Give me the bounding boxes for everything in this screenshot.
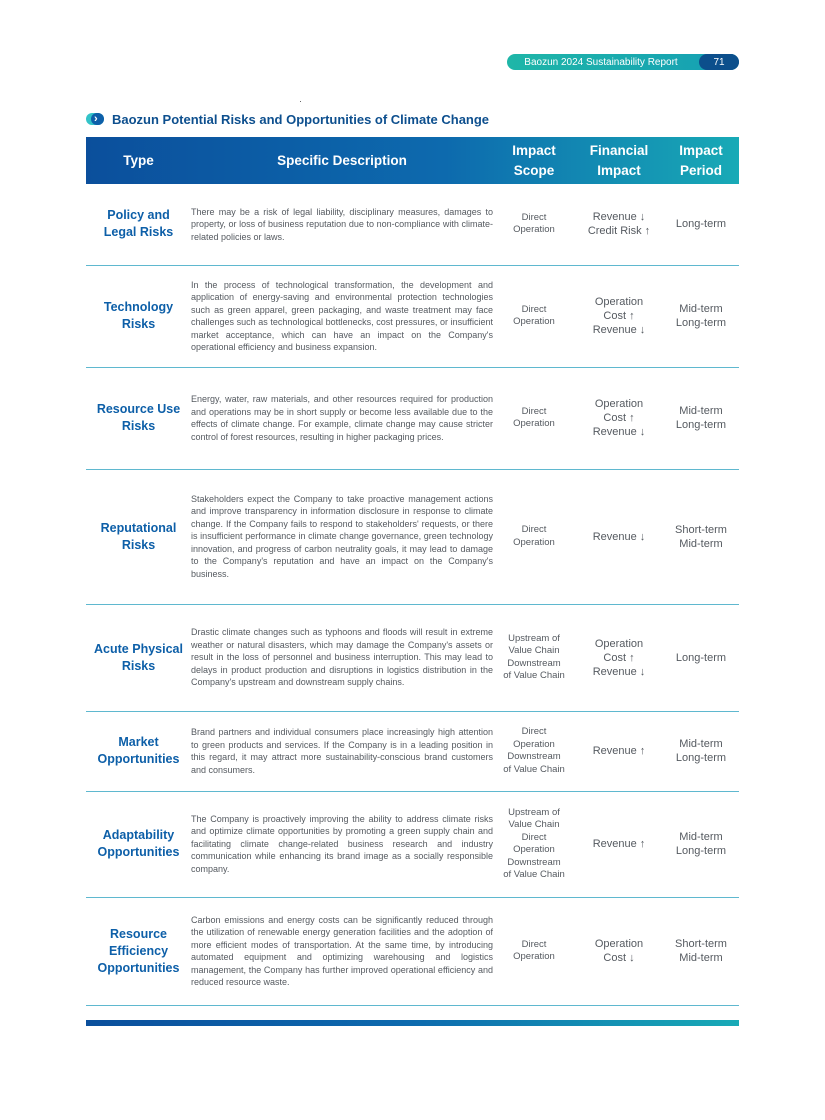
row-description: In the process of technological transformation, the development and application of energy-saving and environmental protection technologies such as green apparel, green packaging, and waste treatment may face challenges such as technological bottlenecks, cost pressures, or insufficient market acceptance, which can have an impact on the Company's operational efficiency and business expansion. xyxy=(191,265,493,367)
row-financial-impact: Operation Cost ↑ Revenue ↓ xyxy=(575,367,663,469)
row-financial-impact: Operation Cost ↓ xyxy=(575,897,663,1005)
header-description: Specific Description xyxy=(277,152,407,168)
row-impact-scope: Direct Operation xyxy=(493,469,575,604)
row-impact-scope: Direct Operation xyxy=(493,184,575,265)
row-type: Policy and Legal Risks xyxy=(86,184,191,265)
row-impact-scope: Direct Operation xyxy=(493,897,575,1005)
table-row xyxy=(86,265,739,367)
row-financial-impact: Revenue ↑ xyxy=(575,791,663,897)
row-financial-impact: Revenue ↓ xyxy=(575,469,663,604)
row-impact-period: Mid-term Long-term xyxy=(663,265,739,367)
section-title xyxy=(86,110,489,128)
header-impact-scope: Impact Scope xyxy=(512,142,556,178)
climate-risk-table xyxy=(86,137,739,1006)
row-impact-scope: Direct Operation xyxy=(493,265,575,367)
table-row xyxy=(86,711,739,791)
row-impact-period: Mid-term Long-term xyxy=(663,367,739,469)
row-description: There may be a risk of legal liability, disciplinary measures, damages to property, or loss of business reputation due to non-compliance with climate-related policies or laws. xyxy=(191,184,493,265)
page-number: 71 xyxy=(699,54,739,70)
row-impact-period: Short-term Mid-term xyxy=(663,897,739,1005)
table-row xyxy=(86,367,739,469)
row-type: Reputational Risks xyxy=(86,469,191,604)
row-impact-scope: Upstream of Value Chain Direct Operation Downstream of Value Chain xyxy=(493,791,575,897)
row-type: Resource Use Risks xyxy=(86,367,191,469)
footer-gradient-bar xyxy=(86,1020,739,1026)
row-financial-impact: Revenue ↓ Credit Risk ↑ xyxy=(575,184,663,265)
row-type: Resource Efficiency Opportunities xyxy=(86,897,191,1005)
row-financial-impact: Operation Cost ↑ Revenue ↓ xyxy=(575,604,663,711)
row-impact-scope: Upstream of Value Chain Downstream of Value Chain xyxy=(493,604,575,711)
table-header-row xyxy=(86,137,739,184)
row-financial-impact: Revenue ↑ xyxy=(575,711,663,791)
table-row xyxy=(86,184,739,265)
row-description: Stakeholders expect the Company to take proactive management actions and improve transparency in information disclosure in response to climate change. If the Company fails to respond to stakeholders' requests, or there is insufficient performance in climate change governance, green technology innovation, and progress of carbon neutrality goals, it may lead to damage to the Company's reputation and have an impact on the Company's business. xyxy=(191,469,493,604)
row-impact-scope: Direct Operation xyxy=(493,367,575,469)
row-description: The Company is proactively improving the ability to address climate risks and optimize climate opportunities by promoting a green supply chain and facilitating climate change-related business research and industry communication while enhancing its brand image as a socially responsible company. xyxy=(191,791,493,897)
row-description: Brand partners and individual consumers place increasingly high attention to green products and services. If the Company is in a leading position in this regard, it may attract more sustainability-conscious brand customers and consumers. xyxy=(191,711,493,791)
section-title-text: Baozun Potential Risks and Opportunities of Climate Change xyxy=(112,111,490,127)
table-row xyxy=(86,897,739,1005)
decorative-dot xyxy=(300,101,301,102)
report-header-pill xyxy=(507,54,739,70)
row-type: Market Opportunities xyxy=(86,711,191,791)
table-row xyxy=(86,791,739,897)
row-impact-period: Long-term xyxy=(663,184,739,265)
header-financial-impact: Financial Impact xyxy=(589,142,649,178)
report-title: Baozun 2024 Sustainability Report xyxy=(524,56,678,68)
header-impact-period: Impact Period xyxy=(679,142,723,178)
row-impact-scope: Direct Operation Downstream of Value Chain xyxy=(493,711,575,791)
row-impact-period: Mid-term Long-term xyxy=(663,711,739,791)
table-row xyxy=(86,604,739,711)
chevron-right-icon: › xyxy=(86,113,104,125)
row-impact-period: Short-term Mid-term xyxy=(663,469,739,604)
row-description: Energy, water, raw materials, and other resources required for production and operations may be in short supply or become less available due to the effects of climate change. For example, climate change may cause stricter control of forest resources, resulting in higher packaging prices. xyxy=(191,367,493,469)
row-impact-period: Long-term xyxy=(663,604,739,711)
row-description: Drastic climate changes such as typhoons and floods will result in extreme weather or natural disasters, which may damage the Company's assets or result in the loss of personnel and business interruption. This may lead to delays in product production and disruptions in logistics distribution in the Company's upstream and downstream supply chains. xyxy=(191,604,493,711)
row-type: Technology Risks xyxy=(86,265,191,367)
row-description: Carbon emissions and energy costs can be significantly reduced through the utilization of renewable energy generation facilities and the adoption of more efficient modes of transportation. At the same time, by introducing automated equipment and optimizing warehousing and logistics management, the Company has further improved operational efficiency and reduced resource waste. xyxy=(191,897,493,1005)
row-type: Acute Physical Risks xyxy=(86,604,191,711)
table-row xyxy=(86,469,739,604)
header-type: Type xyxy=(123,152,154,168)
row-financial-impact: Operation Cost ↑ Revenue ↓ xyxy=(575,265,663,367)
row-type: Adaptability Opportunities xyxy=(86,791,191,897)
row-impact-period: Mid-term Long-term xyxy=(663,791,739,897)
